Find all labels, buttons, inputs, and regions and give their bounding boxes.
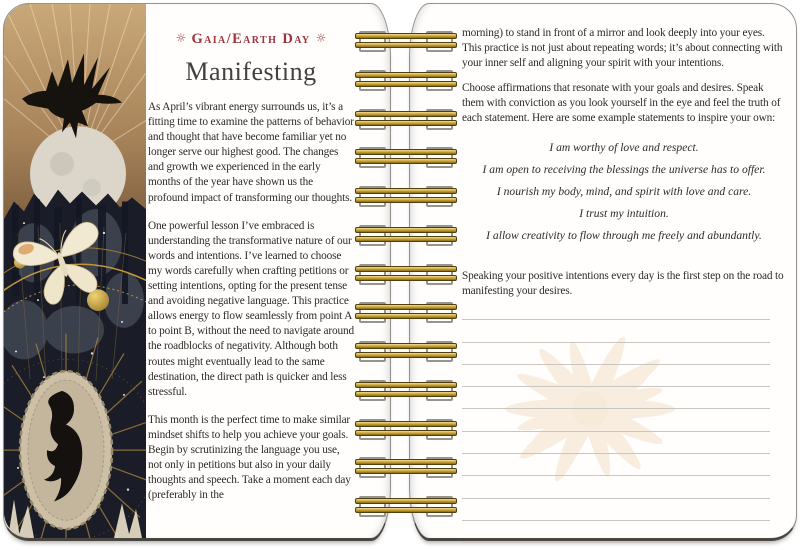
right-body [462, 26, 786, 127]
cover-art-illustration [4, 4, 146, 538]
binding-ring [352, 224, 460, 248]
binding-ring [352, 495, 460, 519]
binding-wire [355, 197, 457, 203]
right-page [409, 3, 797, 541]
binding-wire [355, 343, 457, 349]
left-page [3, 3, 391, 541]
binding-wire [355, 111, 457, 117]
writing-line [462, 454, 770, 476]
binding-wire [355, 382, 457, 388]
binding-wire [355, 33, 457, 39]
writing-line [462, 476, 770, 498]
binding-ring [352, 108, 460, 132]
holiday-label: Gaia/Earth Day [191, 31, 311, 47]
binding-ring [352, 30, 460, 54]
moon-crater [50, 152, 74, 176]
affirmation-item: I am worthy of love and respect. [549, 140, 699, 154]
binding-ring [352, 146, 460, 170]
binding-wire [355, 266, 457, 272]
closing-paragraph: Speaking your positive intentions every day is the first step on the road to manifesting your desires. [462, 269, 784, 297]
binding-wire [355, 149, 457, 155]
binding-wire [355, 498, 457, 504]
right-text-column [462, 4, 786, 309]
affirmation-item: I nourish my body, mind, and spirit with love and care. [496, 184, 752, 198]
left-body [148, 100, 354, 503]
writing-line [462, 432, 770, 454]
binding-ring [352, 340, 460, 364]
holiday-kicker [148, 31, 354, 48]
body-paragraph: Choose affirmations that resonate with your goals and desires. Speak them with conviction as you look yourself in the eye and feel the truth of each statement. Here are some example statements to inspire your own: [462, 82, 781, 125]
affirmation-list [462, 137, 786, 247]
binding-wire [355, 468, 457, 474]
binding-wire [355, 42, 457, 48]
binding-wire [355, 275, 457, 281]
body-paragraph: morning) to stand in front of a mirror and look deeply into your eyes. This practice is not just about repeating words; it’s about connecting with your inner self and aligning your spirit with your intentions. [462, 27, 783, 70]
sun-icon: ☼ [175, 31, 187, 45]
ruled-writing-lines [462, 298, 770, 543]
binding-wire [355, 507, 457, 513]
binding-wire [355, 313, 457, 319]
cover-art-svg [4, 4, 146, 538]
binding-wire [355, 120, 457, 126]
writing-line [462, 365, 770, 387]
binding-wire [355, 352, 457, 358]
binding-ring [352, 379, 460, 403]
writing-line [462, 320, 770, 342]
moon-crater [83, 179, 101, 197]
writing-line [462, 499, 770, 521]
writing-line [462, 343, 770, 365]
binding-ring [352, 69, 460, 93]
binding-ring [352, 456, 460, 480]
binding-ring [352, 301, 460, 325]
writing-line [462, 409, 770, 431]
body-paragraph: One powerful lesson I’ve embraced is understanding the transformative nature of our words and intentions. I’ve learned to choose my words carefully when crafting petitions or setting intentions, opting for the present tense and avoiding negative language. This practice allows energy to flow seamlessly from point A to point B, without the need to navigate around the roadblocks of negativity. Although both routes might eventually lead to the same destination, the direct path is quicker and less stressful. [148, 219, 354, 398]
binding-ring [352, 185, 460, 209]
writing-line [462, 521, 770, 543]
binding-wire [355, 304, 457, 310]
raven-medallion-icon [20, 371, 112, 529]
binding-wire [355, 81, 457, 87]
sun-icon: ☼ [315, 31, 327, 45]
page-title: Manifesting [185, 57, 317, 86]
affirmation-item: I trust my intuition. [579, 206, 669, 220]
writing-line [462, 387, 770, 409]
binding-wire [355, 188, 457, 194]
binding-wire [355, 391, 457, 397]
binding-wire [355, 227, 457, 233]
binding-wire [355, 459, 457, 465]
binding-wire [355, 158, 457, 164]
left-text-column [148, 4, 354, 516]
affirmation-item: I allow creativity to flow through me freely and abundantly. [486, 228, 762, 242]
binding-ring [352, 418, 460, 442]
body-paragraph: As April’s vibrant energy surrounds us, it’s a fitting time to examine the patterns of behavior and thought that have become familiar yet no longer serve our highest good. The changes and growth we experienced in the early months of the year have shown us the profound impact of transforming our thoughts. [148, 101, 354, 204]
affirmation-item: I am open to receiving the blessings the universe has to offer. [482, 162, 766, 176]
binding-wire [355, 72, 457, 78]
binding-ring [352, 263, 460, 287]
binding-wire [355, 421, 457, 427]
binding-wire [355, 236, 457, 242]
body-paragraph: This month is the perfect time to make similar mindset shifts to help you achieve your goals. Begin by scrutinizing the language you use, not only in petitions but also in your daily thoughts and speech. Take a moment each day (preferably in the [148, 413, 351, 502]
binding-wire [355, 430, 457, 436]
spiral-binding [352, 0, 460, 550]
